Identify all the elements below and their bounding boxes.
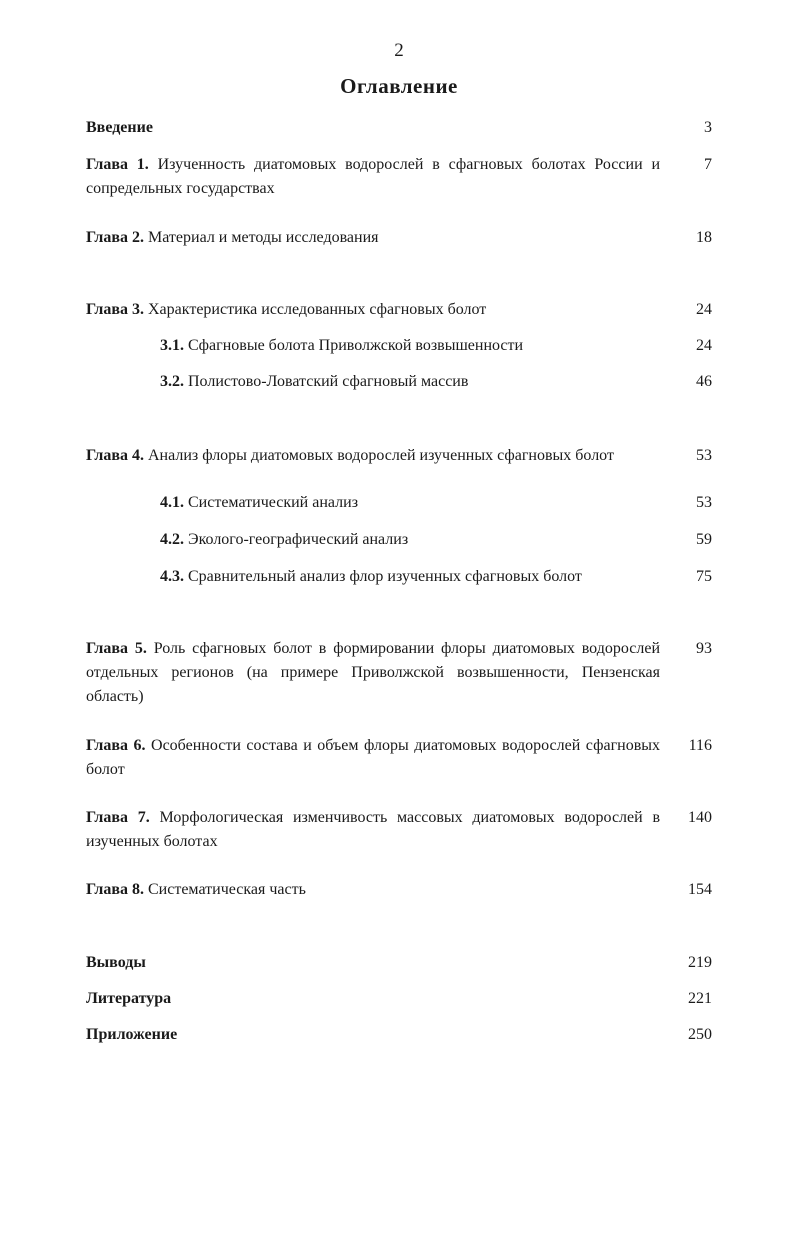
toc-entry-chapter-4	[86, 444, 660, 468]
toc-entry-label: Приложение	[86, 1026, 178, 1043]
toc-entry-label: Выводы	[86, 954, 146, 971]
toc-entry-page: 24	[696, 301, 712, 318]
toc-entry-label: 3.2.	[160, 373, 184, 390]
toc-entry-text: Эколого-географический анализ	[188, 531, 409, 548]
toc-entry-page: 7	[704, 156, 712, 173]
toc-entry-chapter-2	[86, 226, 660, 250]
toc-entry-chapter-5	[86, 637, 660, 709]
toc-entry-text: Изученность диатомовых водорослей в сфагновых болотах России и сопредельных государствах	[86, 156, 661, 197]
toc-entry-text: Особенности состава и объем флоры диатомовых водорослей сфагновых болот	[86, 737, 661, 778]
toc-entry-text: Сфагновые болота Приволжской возвышенности	[188, 337, 524, 354]
toc-entry-label: Глава 7.	[86, 809, 150, 826]
toc-entry-page: 75	[696, 568, 712, 585]
toc-entry-label: Введение	[86, 119, 153, 136]
toc-entry-text: Сравнительный анализ флор изученных сфагновых болот	[188, 568, 582, 585]
page-number: 2	[394, 40, 404, 61]
toc-entry-page: 18	[696, 229, 712, 246]
toc-entry-page: 59	[696, 531, 712, 548]
toc-entry-chapter-1	[86, 153, 660, 201]
toc-entry-label: 4.2.	[160, 531, 184, 548]
toc-entry-text: Характеристика исследованных сфагновых болот	[148, 301, 487, 318]
toc-entry-page: 3	[704, 119, 712, 136]
toc-entry-label: Глава 4.	[86, 447, 144, 464]
toc-entry-chapter-8	[86, 878, 660, 902]
toc-entry-text: Полистово-Ловатский сфагновый массив	[188, 373, 469, 390]
toc-entry-label: 3.1.	[160, 337, 184, 354]
toc-entry-label: Глава 2.	[86, 229, 144, 246]
toc-entry-text: Систематическая часть	[148, 881, 306, 898]
toc-entry-label: Литература	[86, 990, 172, 1007]
toc-entry-label: Глава 8.	[86, 881, 144, 898]
toc-entry-label: Глава 1.	[86, 156, 149, 173]
toc-entry-conclusions	[86, 951, 660, 975]
toc-entry-page: 24	[696, 337, 712, 354]
toc-entry-chapter-3	[86, 298, 660, 322]
toc-entry-page: 140	[688, 809, 712, 826]
toc-entry-text: Морфологическая изменчивость массовых диатомовых водорослей в изученных болотах	[86, 809, 661, 850]
toc-entry-page: 219	[688, 954, 712, 971]
toc-entry-appendix	[86, 1023, 660, 1047]
toc-entry-page: 250	[688, 1026, 712, 1043]
toc-entry-page: 93	[696, 640, 712, 657]
toc-entry-page: 116	[688, 737, 712, 754]
toc-entry-chapter-7	[86, 806, 660, 854]
toc-entry-section-4-2	[160, 528, 660, 552]
toc-entry-label: Глава 5.	[86, 640, 147, 657]
toc-entry-chapter-6	[86, 734, 660, 782]
toc-entry-page: 221	[688, 990, 712, 1007]
toc-entry-text: Роль сфагновых болот в формировании флоры диатомовых водорослей отдельных регионов (на примере Приволжской возвышенности, Пензенская область)	[86, 640, 661, 705]
toc-entry-section-3-1	[160, 334, 660, 358]
toc-entry-text: Материал и методы исследования	[148, 229, 379, 246]
toc-entry-text: Анализ флоры диатомовых водорослей изученных сфагновых болот	[148, 447, 614, 464]
toc-entry-literature	[86, 987, 660, 1011]
toc-entry-introduction	[86, 116, 660, 140]
toc-title: Оглавление	[340, 74, 458, 98]
toc-entry-section-4-3	[160, 565, 660, 589]
toc-entry-page: 46	[696, 373, 712, 390]
toc-entry-section-3-2	[160, 370, 660, 394]
toc-entry-text: Систематический анализ	[188, 494, 359, 511]
toc-entry-label: Глава 6.	[86, 737, 146, 754]
toc-entry-label: 4.3.	[160, 568, 184, 585]
toc-entry-page: 53	[696, 494, 712, 511]
toc-entry-label: Глава 3.	[86, 301, 144, 318]
toc-entry-label: 4.1.	[160, 494, 184, 511]
toc-entry-page: 53	[696, 447, 712, 464]
toc-entry-section-4-1	[160, 491, 660, 515]
toc-entry-page: 154	[688, 881, 712, 898]
